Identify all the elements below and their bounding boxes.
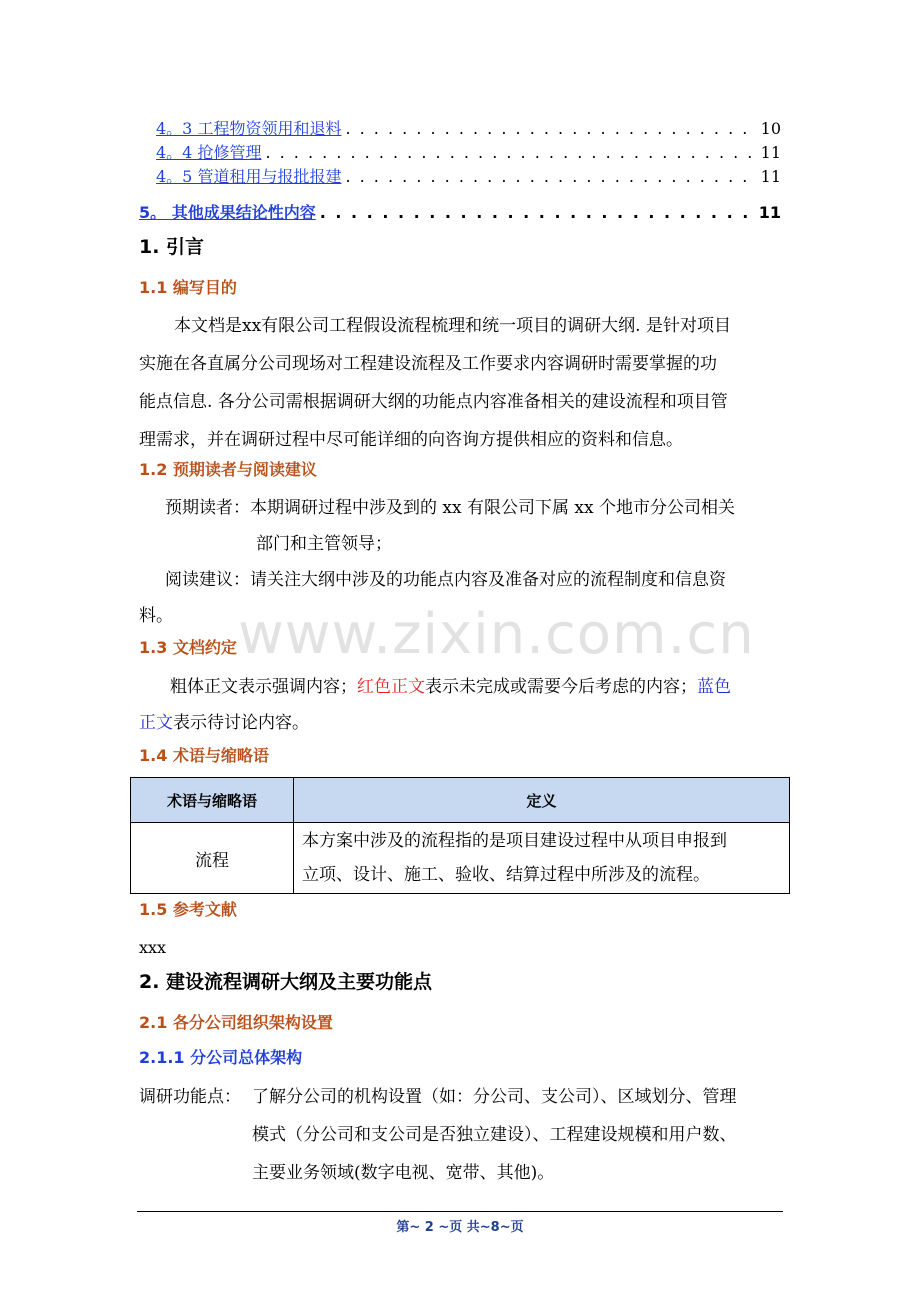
function-line: 了解分公司的机构设置（如：分公司、支公司）、区域划分、管理 — [252, 1087, 737, 1107]
subsection-heading: 1.4 术语与缩略语 — [139, 746, 269, 765]
toc-leader — [265, 143, 756, 162]
function-label: 调研功能点： — [139, 1087, 241, 1107]
red-text-sample: 红色正文 — [357, 677, 425, 697]
term-cell: 流程 — [131, 823, 294, 894]
definition-line: 立项、设计、施工、验收、结算过程中所涉及的流程。 — [302, 865, 710, 885]
references-content: xxx — [139, 938, 167, 957]
footer-divider — [137, 1211, 783, 1212]
definition-line: 本方案中涉及的流程指的是项目建设过程中从项目申报到 — [302, 831, 727, 851]
subsection-heading: 1.2 预期读者与阅读建议 — [139, 460, 317, 479]
section-heading: 1. 引言 — [139, 236, 205, 258]
page-footer: 第~ 2 ~页 共~8~页 — [396, 1220, 524, 1235]
toc-leader — [345, 167, 756, 186]
table-header-row — [131, 778, 790, 823]
toc-entry[interactable] — [156, 164, 781, 187]
function-line: 主要业务领域(数字电视、宽带、其他)。 — [252, 1163, 555, 1183]
paragraph-line: 实施在各直属分公司现场对工程建设流程及工作要求内容调研时需要掌握的功 — [139, 354, 717, 374]
watermark: www.zixin.com.cn — [238, 602, 755, 667]
paragraph-line: 能点信息. 各分公司需根据调研大纲的功能点内容准备相关的建设流程和项目管 — [139, 392, 728, 412]
toc-link[interactable]: 4。5 管道租用与报批报建 — [156, 167, 342, 186]
toc-link[interactable]: 5。 其他成果结论性内容 — [139, 203, 316, 222]
toc-leader — [345, 119, 756, 138]
conventions-line — [170, 668, 731, 706]
conventions-text: 表示待讨论内容。 — [173, 713, 309, 733]
advice-line: 阅读建议：请关注大纲中涉及的功能点内容及准备对应的流程制度和信息资 — [165, 570, 726, 590]
table-header-cell: 定义 — [294, 778, 790, 823]
blue-text-sample: 正文 — [139, 713, 173, 733]
readers-line: 预期读者：本期调研过程中涉及到的 xx 有限公司下属 xx 个地市分公司相关 — [165, 498, 735, 518]
toc-link[interactable]: 4。4 抢修管理 — [156, 143, 262, 162]
paragraph-line: 理需求，并在调研过程中尽可能详细的向咨询方提供相应的资料和信息。 — [139, 430, 683, 450]
subsection-heading: 2.1 各分公司组织架构设置 — [139, 1013, 333, 1032]
conventions-line — [139, 704, 309, 742]
toc-leader — [320, 203, 755, 222]
subsection-heading: 1.1 编写目的 — [139, 278, 237, 297]
toc-link[interactable]: 4。3 工程物资领用和退料 — [156, 119, 342, 138]
toc-page-number: 11 — [758, 203, 781, 222]
blue-text-sample: 蓝色 — [697, 677, 731, 697]
table-header-cell: 术语与缩略语 — [131, 778, 294, 823]
subsection-heading: 1.5 参考文献 — [139, 900, 237, 919]
subsection-heading: 1.3 文档约定 — [139, 638, 237, 657]
toc-entry[interactable] — [156, 140, 781, 163]
advice-line: 料。 — [139, 606, 173, 626]
readers-line: 部门和主管领导； — [256, 534, 392, 554]
subsubsection-heading: 2.1.1 分公司总体架构 — [139, 1048, 303, 1067]
function-line: 模式（分公司和支公司是否独立建设）、工程建设规模和用户数、 — [252, 1125, 737, 1145]
conventions-text: 表示未完成或需要今后考虑的内容； — [425, 677, 697, 697]
terms-table — [130, 777, 790, 894]
toc-page-number: 10 — [760, 119, 781, 138]
table-row — [131, 823, 790, 894]
toc-entry[interactable] — [156, 116, 781, 139]
definition-cell — [294, 823, 790, 894]
section-heading: 2. 建设流程调研大纲及主要功能点 — [139, 971, 433, 993]
conventions-text: 粗体正文表示强调内容； — [170, 677, 357, 697]
paragraph-line: 本文档是xx有限公司工程假设流程梳理和统一项目的调研大纲. 是针对项目 — [174, 316, 731, 336]
toc-page-number: 11 — [760, 167, 781, 186]
toc-entry[interactable] — [139, 200, 781, 223]
toc-page-number: 11 — [760, 143, 781, 162]
